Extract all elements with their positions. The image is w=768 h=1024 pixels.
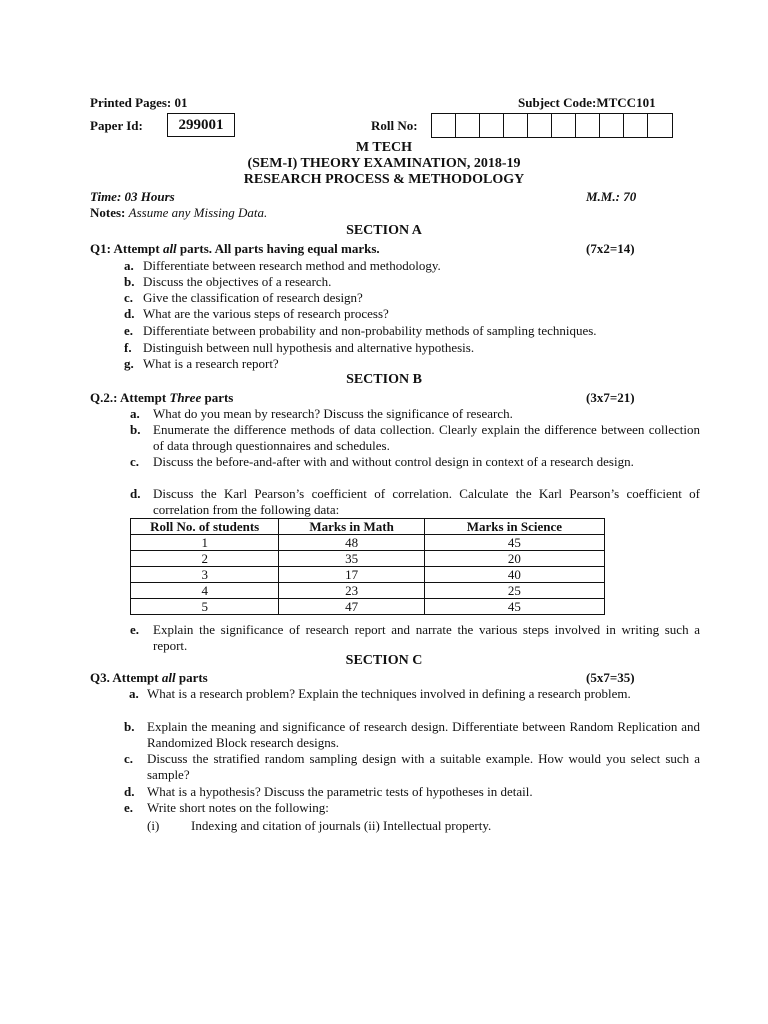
section-a-marks: (7x2=14)	[586, 241, 635, 256]
list-item: c. Discuss the stratified random sampling design with a suitable example. How would you select such a sample?	[124, 751, 700, 782]
table-cell: 23	[279, 583, 424, 599]
roll-no-box	[456, 114, 480, 137]
table-row	[131, 535, 605, 551]
list-item: e. Explain the significance of research report and narrate the various steps involved in writing such a report.	[130, 622, 700, 653]
table-row	[131, 567, 605, 583]
list-item: a. What is a research problem? Explain the techniques involved in defining a research problem.	[129, 686, 631, 701]
data-table	[130, 518, 605, 615]
table-cell: 20	[424, 551, 604, 567]
section-c-marks: (5x7=35)	[586, 670, 635, 685]
exam-title: (SEM-I) THEORY EXAMINATION, 2018-19	[247, 156, 521, 171]
subject-title: RESEARCH PROCESS & METHODOLOGY	[243, 172, 525, 187]
table-cell: 45	[424, 599, 604, 615]
paper-id-box: 299001	[167, 113, 235, 137]
list-item: b. Discuss the objectives of a research.	[124, 274, 332, 289]
paper-id-label: Paper Id:	[90, 118, 143, 133]
table-cell: 4	[131, 583, 279, 599]
table-cell: 5	[131, 599, 279, 615]
roll-no-box	[600, 114, 624, 137]
table-cell: 2	[131, 551, 279, 567]
course-title: M TECH	[355, 140, 413, 155]
notes-text: Assume any Missing Data.	[128, 205, 268, 220]
list-item: d. Discuss the Karl Pearson’s coefficient of correlation. Calculate the Karl Pearson’s coefficient of correlation from the following data:	[130, 486, 700, 517]
table-row	[131, 583, 605, 599]
list-item: g. What is a research report?	[124, 356, 279, 371]
table-row	[131, 599, 605, 615]
notes-line	[90, 205, 267, 221]
roll-no-box	[504, 114, 528, 137]
table-header-cell: Marks in Science	[424, 519, 604, 535]
notes-label: Notes:	[90, 205, 126, 220]
roll-no-box	[480, 114, 504, 137]
subject-code: Subject Code:MTCC101	[518, 95, 656, 110]
list-item: a. Differentiate between research method and methodology.	[124, 258, 441, 273]
printed-pages: Printed Pages: 01	[90, 95, 188, 110]
roll-no-box	[552, 114, 576, 137]
table-header-cell: Roll No. of students	[131, 519, 279, 535]
section-b-question: Q.2.: Attempt Three parts	[90, 390, 234, 405]
max-marks: M.M.: 70	[586, 189, 637, 204]
table-cell: 35	[279, 551, 424, 567]
roll-no-box	[528, 114, 552, 137]
list-item: c. Give the classification of research design?	[124, 290, 363, 305]
section-c-question: Q3. Attempt all parts	[90, 670, 208, 685]
roll-no-box	[648, 114, 672, 137]
roll-no-boxes	[431, 113, 673, 138]
roll-no-box	[576, 114, 600, 137]
table-cell: 25	[424, 583, 604, 599]
table-cell: 3	[131, 567, 279, 583]
list-item: e. Write short notes on the following:	[124, 800, 329, 815]
list-item: d. What is a hypothesis? Discuss the parametric tests of hypotheses in detail.	[124, 784, 533, 799]
list-item: e. Differentiate between probability and non-probability methods of sampling techniques.	[124, 323, 597, 338]
section-a-question: Q1: Attempt all parts. All parts having equal marks.	[90, 241, 380, 256]
roll-no-box	[624, 114, 648, 137]
table-cell: 1	[131, 535, 279, 551]
list-item: a. What do you mean by research? Discuss the significance of research.	[130, 406, 513, 421]
list-item: b. Explain the meaning and significance of research design. Differentiate between Random Replication and Randomized Block research designs.	[124, 719, 700, 750]
table-header-cell: Marks in Math	[279, 519, 424, 535]
list-item: b. Enumerate the difference methods of data collection. Clearly explain the difference between collection of data through questionnaires and schedules.	[130, 422, 700, 453]
table-cell: 40	[424, 567, 604, 583]
table-cell: 45	[424, 535, 604, 551]
section-a-heading: SECTION A	[346, 223, 422, 238]
list-item: c. Discuss the before-and-after with and without control design in context of a research design.	[130, 454, 634, 469]
section-c-heading: SECTION C	[345, 653, 423, 668]
roll-no-label: Roll No:	[371, 118, 418, 133]
table-header-row	[131, 519, 605, 535]
table-cell: 17	[279, 567, 424, 583]
roll-no-box	[432, 114, 456, 137]
table-row	[131, 551, 605, 567]
table-cell: 48	[279, 535, 424, 551]
list-item: d. What are the various steps of research process?	[124, 306, 389, 321]
section-b-marks: (3x7=21)	[586, 390, 635, 405]
table-cell: 47	[279, 599, 424, 615]
sub-list-item: (i) Indexing and citation of journals (ii) Intellectual property.	[147, 818, 492, 833]
time-label: Time: 03 Hours	[90, 189, 175, 204]
list-item: f. Distinguish between null hypothesis and alternative hypothesis.	[124, 340, 475, 355]
section-b-heading: SECTION B	[346, 372, 422, 387]
